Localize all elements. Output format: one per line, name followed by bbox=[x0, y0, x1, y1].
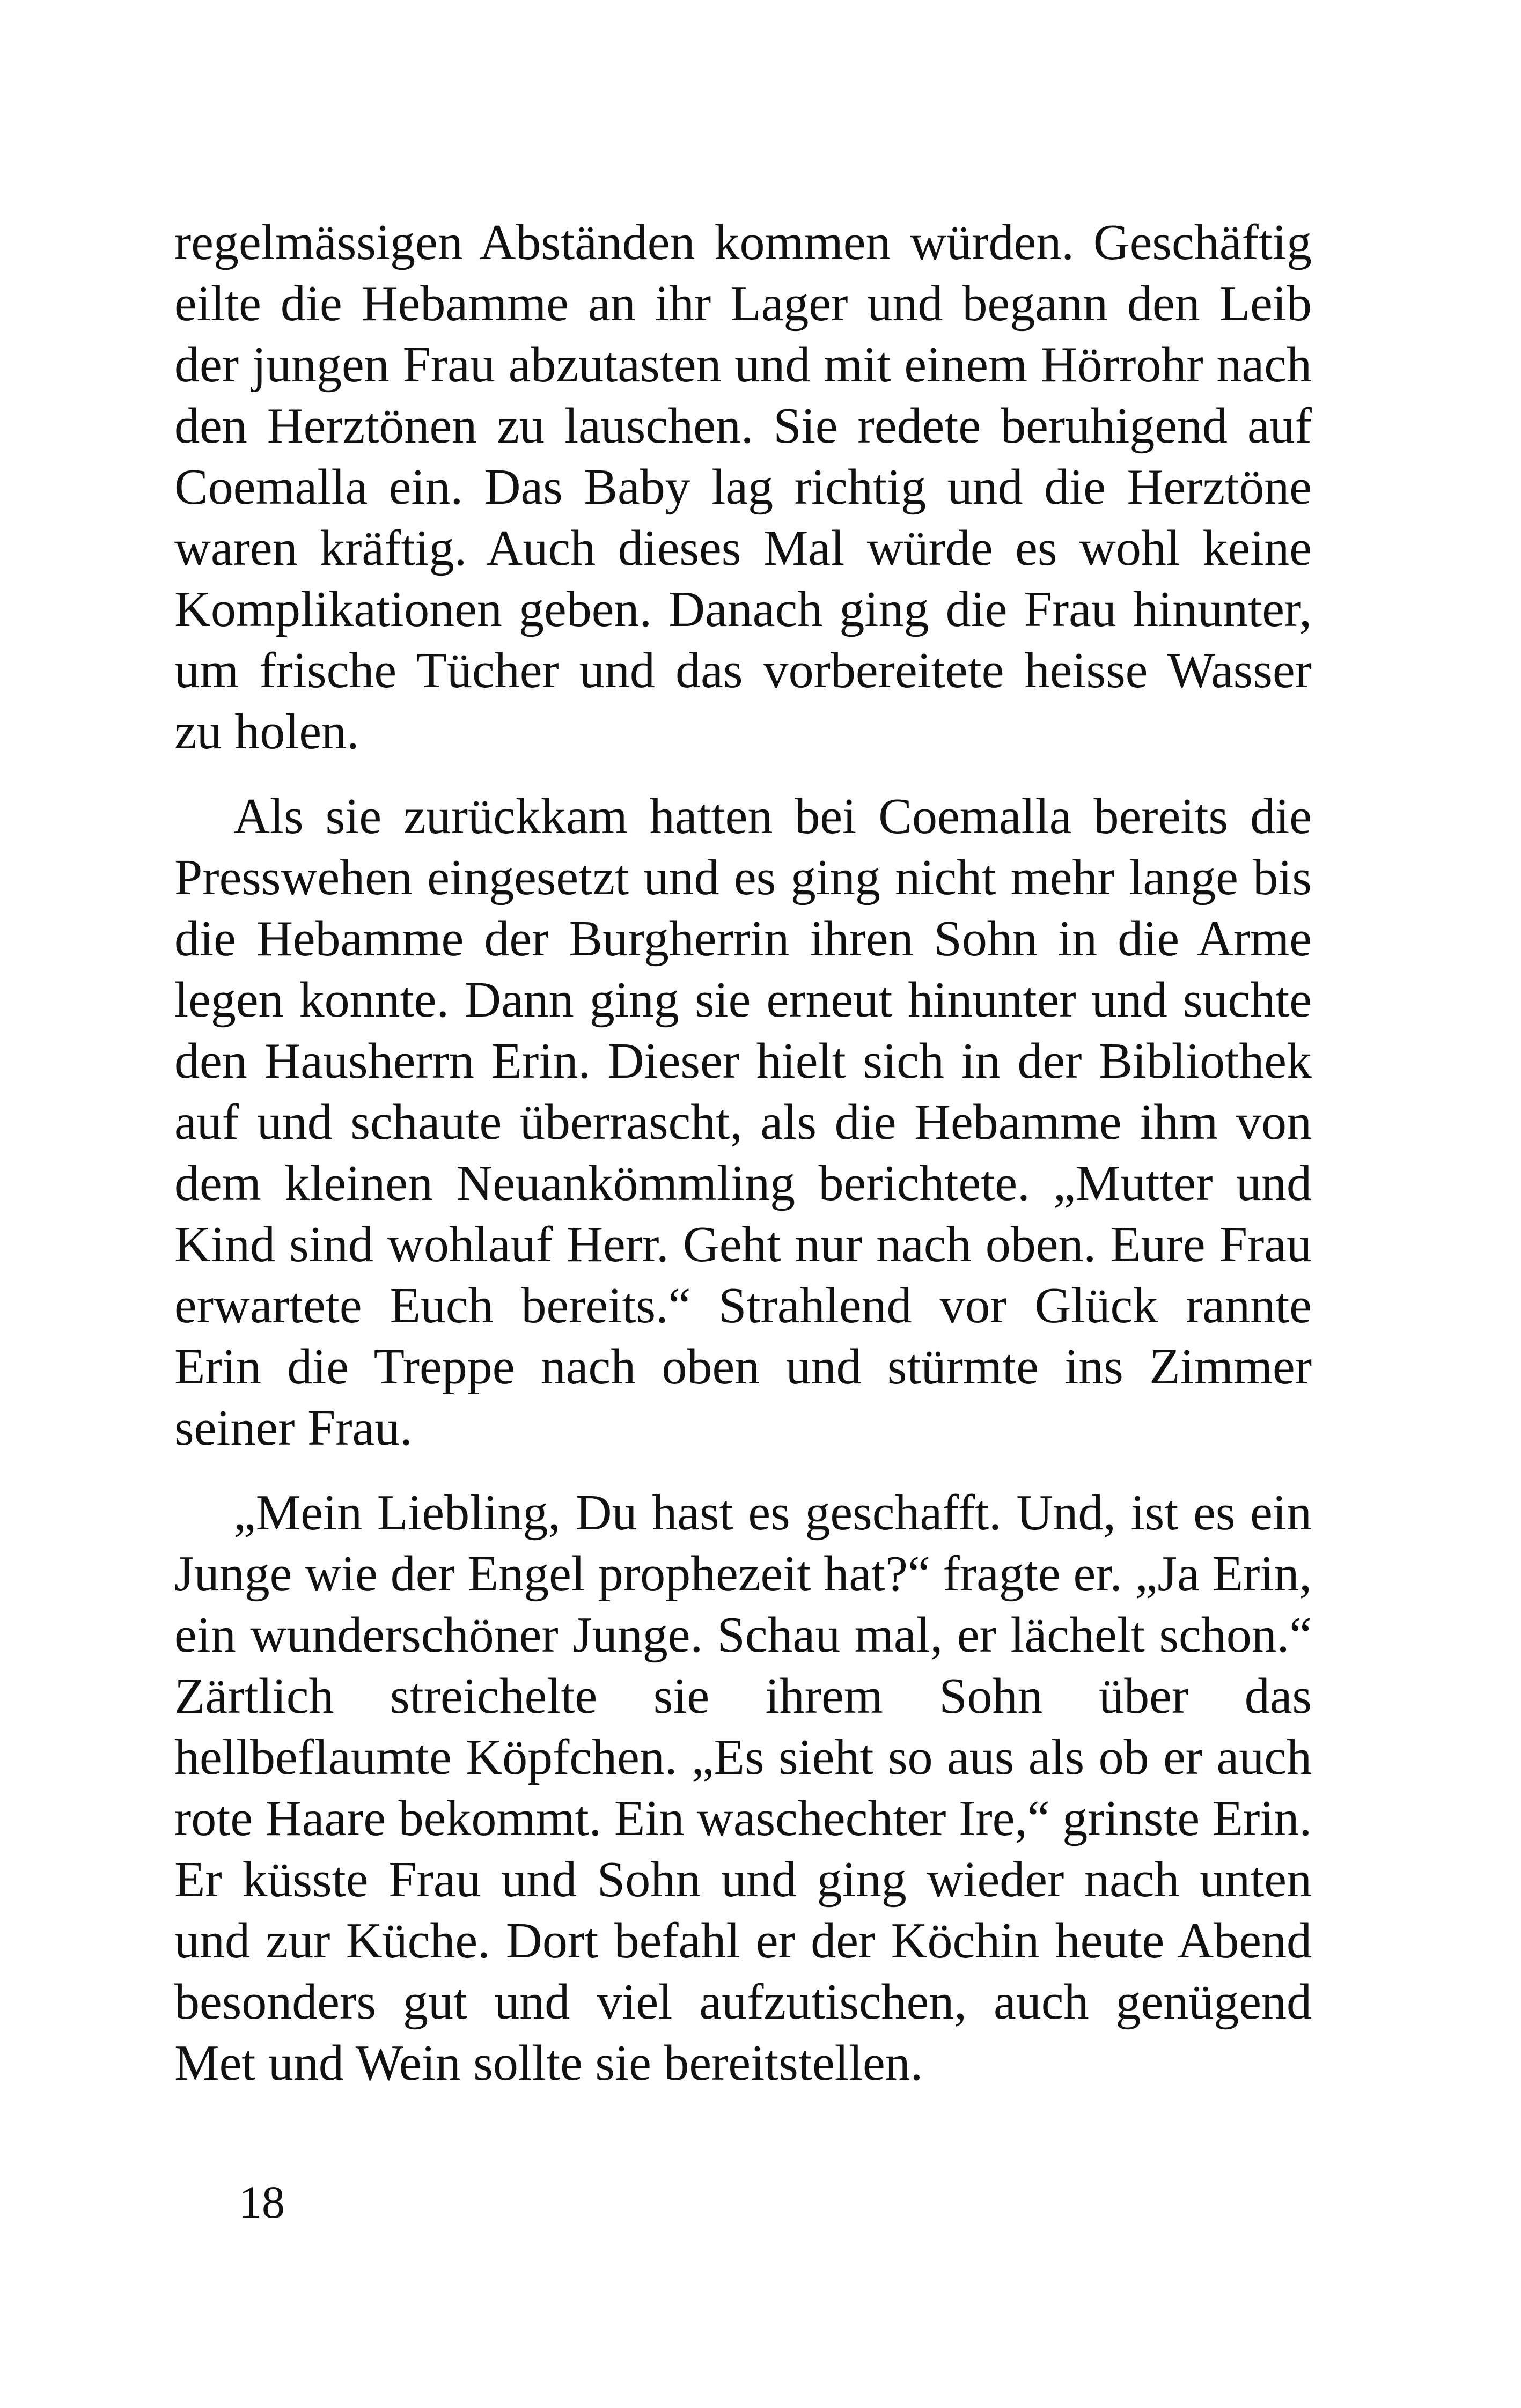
paragraph-2: Als sie zurückkam hatten bei Coemalla bereits die Presswehen eingesetzt und es ging nicht mehr lange bis die Hebamme der Burgherrin ihren Sohn in die Arme legen konnte. Dann ging sie erneut hinunter und suchte den Hausherrn Erin. Dieser hielt sich in der Bibliothek auf und schaute überrascht, als die Hebamme ihm von dem kleinen Neuankömmling berichtete. „Mutter und Kind sind wohlauf Herr. Geht nur nach oben. Eure Frau erwartete Euch bereits.“ Strahlend vor Glück rannte Erin die Treppe nach oben und stürmte ins Zimmer seiner Frau. bbox=[174, 789, 1312, 1456]
page-number: 18 bbox=[239, 2176, 285, 2228]
paragraph-3: „Mein Liebling, Du hast es geschafft. Und, ist es ein Junge wie der Engel prophezeit hat?“ fragte er. „Ja Erin, ein wunderschöner Junge. Schau mal, er lächelt schon.“ Zärtlich streichelte sie ihrem Sohn über das hellbeflaumte Köpfchen. „Es sieht so aus als ob er auch rote Haare bekommt. Ein waschechter Ire,“ grinste Erin. Er küsste Frau und Sohn und ging wieder nach unten und zur Küche. Dort befahl er der Köchin heute Abend besonders gut und viel aufzutischen, auch genügend Met und Wein sollte sie bereitstellen. bbox=[174, 1485, 1312, 2091]
paragraph-1: regelmässigen Abständen kommen würden. Geschäftig eilte die Hebamme an ihr Lager und begann den Leib der jungen Frau abzutasten und mit einem Hörrohr nach den Herztönen zu lauschen. Sie redete beruhigend auf Coemalla ein. Das Baby lag richtig und die Herztöne waren kräftig. Auch dieses Mal würde es wohl keine Komplikationen geben. Danach ging die Frau hinunter, um frische Tücher und das vorbereitete heisse Wasser zu holen. bbox=[174, 215, 1312, 760]
body-text bbox=[174, 212, 1312, 2094]
